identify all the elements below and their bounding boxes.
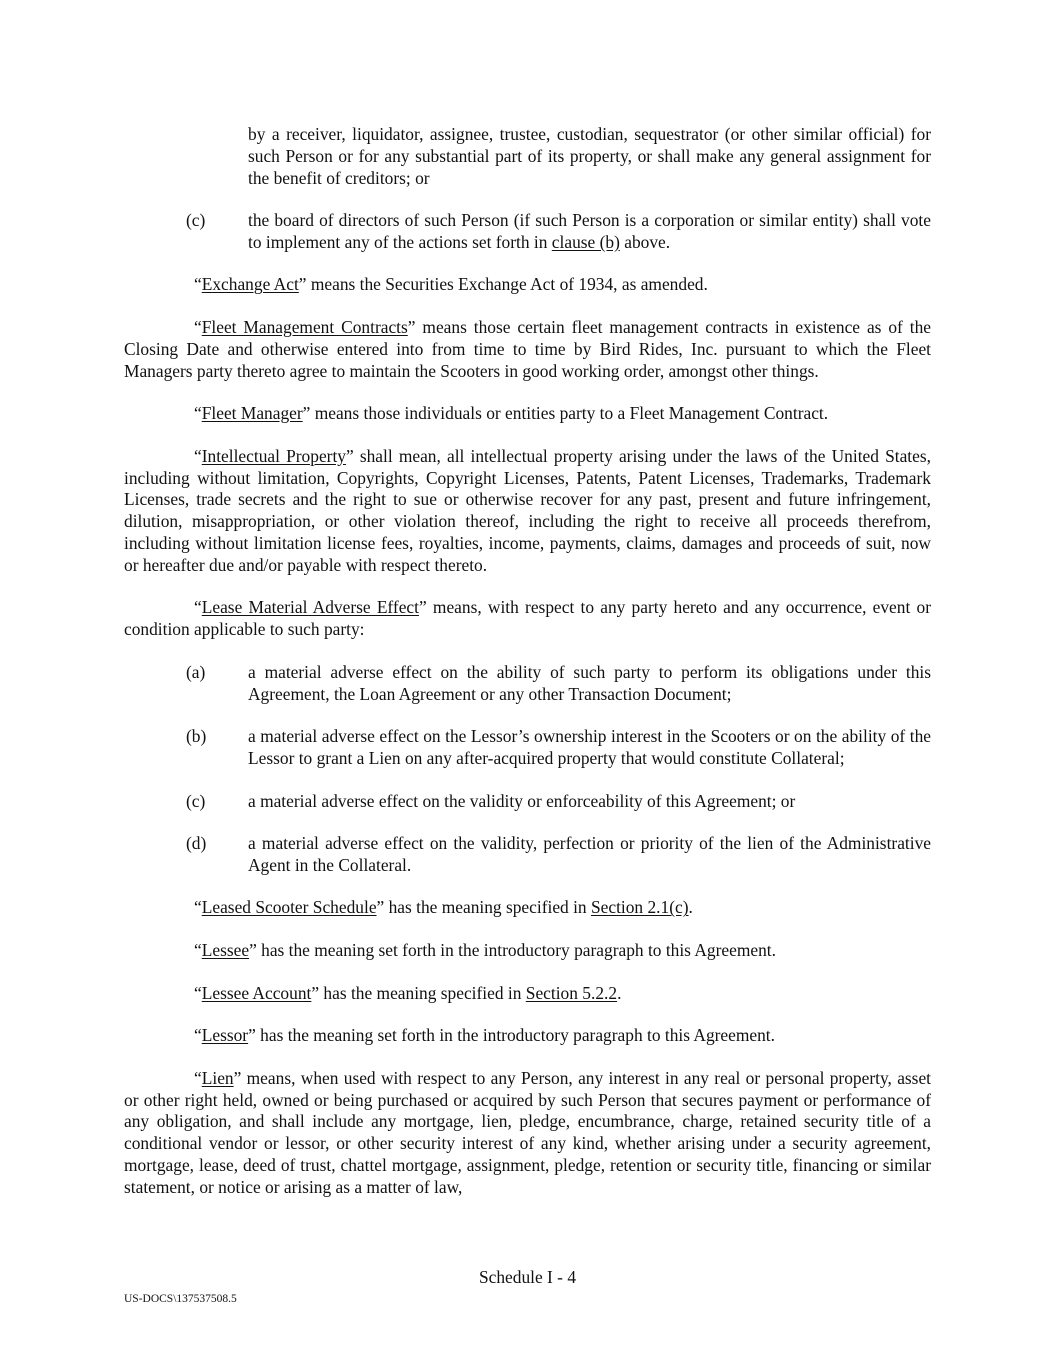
clause-b-ref: clause (b) xyxy=(551,231,620,252)
def-lease-mae: “Lease Material Adverse Effect” means, with respect to any party hereto and any occurrence, event or condition applicable to such party: xyxy=(124,597,931,640)
def-leased-scooter-schedule: “Leased Scooter Schedule” has the meaning specified in Section 2.1(c). xyxy=(194,897,693,918)
mae-item-b xyxy=(124,726,931,770)
def-lessor: “Lessor” has the meaning set forth in the introductory paragraph to this Agreement. xyxy=(194,1025,775,1046)
document-id: US-DOCS\137537508.5 xyxy=(124,1293,237,1305)
mae-item-label: (c) xyxy=(186,790,206,811)
page-footer-label: Schedule I - 4 xyxy=(478,1267,577,1287)
mae-item-c xyxy=(124,791,931,813)
mae-item-label: (a) xyxy=(186,661,206,682)
term-leased-scooter-schedule: Leased Scooter Schedule xyxy=(201,897,377,918)
section-2-1-c-ref: Section 2.1(c) xyxy=(590,897,689,918)
term-lessor: Lessor xyxy=(201,1025,249,1046)
def-lessee: “Lessee” has the meaning set forth in the introductory paragraph to this Agreement. xyxy=(194,940,776,961)
mae-item-d xyxy=(124,833,931,877)
intro-continuation: by a receiver, liquidator, assignee, trustee, custodian, sequestrator (or other similar official) for such Person or for any substantial part of its property, or shall make any general assignment for the benefit of creditors; or xyxy=(248,124,931,188)
def-fleet-management-contracts: “Fleet Management Contracts” means those certain fleet management contracts in existence as of the Closing Date and otherwise entered into from time to time by Bird Rides, Inc. pursuant to which the Fleet Managers party thereto agree to maintain the Scooters in good working order, amongst other things. xyxy=(124,316,931,381)
mae-item-label: (b) xyxy=(186,726,207,747)
term-exchange-act: Exchange Act xyxy=(201,274,299,295)
clause-c xyxy=(124,210,931,254)
clause-c-label: (c) xyxy=(186,209,206,230)
def-fleet-manager: “Fleet Manager” means those individuals or entities party to a Fleet Management Contract. xyxy=(194,403,829,424)
term-fleet-manager: Fleet Manager xyxy=(201,403,303,424)
mae-item-text: a material adverse effect on the ability of such party to perform its obligations under this Agreement, the Loan Agreement or any other Transaction Document; xyxy=(248,661,931,704)
def-intellectual-property: “Intellectual Property” shall mean, all intellectual property arising under the laws of the United States, including without limitation, Copyrights, Copyright Licenses, Patents, Patent Licenses, Trademarks, Trademark Licenses, trade secrets and the right to sue or otherwise recover for any past, present and future infringement, dilution, misappropriation, or other violation thereof, including the right to receive all proceeds therefrom, including without limitation license fees, royalties, income, payments, claims, damages and proceeds of suit, now or hereafter due and/or payable with respect thereto. xyxy=(124,445,931,575)
def-exchange-act: “Exchange Act” means the Securities Exchange Act of 1934, as amended. xyxy=(194,274,708,295)
def-lessee-account: “Lessee Account” has the meaning specified in Section 5.2.2. xyxy=(194,982,622,1003)
mae-item-text: a material adverse effect on the Lessor’s ownership interest in the Scooters or on the ability of the Lessor to grant a Lien on any after-acquired property that would constitute Collateral; xyxy=(248,726,931,768)
mae-item-a xyxy=(124,662,931,706)
mae-item-text: a material adverse effect on the validity or enforceability of this Agreement; or xyxy=(248,790,796,811)
term-lessee: Lessee xyxy=(201,940,250,961)
term-fleet-management-contracts: Fleet Management Contracts xyxy=(201,316,408,337)
term-lien: Lien xyxy=(201,1067,234,1088)
def-lien: “Lien” means, when used with respect to any Person, any interest in any real or personal property, asset or other right held, owned or being purchased or acquired by such Person that secures payment or performance of any obligation, and shall include any mortgage, lien, pledge, encumbrance, charge, retained security title of a conditional vendor or lessor, or other security interest of any kind, whether arising under a security agreement, mortgage, lease, deed of trust, chattel mortgage, assignment, pledge, retention or security title, financing or similar statement, or notice or arising as a matter of law, xyxy=(124,1067,931,1197)
term-lessee-account: Lessee Account xyxy=(201,982,312,1003)
clause-c-text: the board of directors of such Person (if such Person is a corporation or similar entity) shall vote to implement any of the actions set forth in clause (b) above. xyxy=(248,209,931,252)
mae-item-label: (d) xyxy=(186,833,207,854)
term-lease-mae: Lease Material Adverse Effect xyxy=(201,597,419,618)
section-5-2-2-ref: Section 5.2.2 xyxy=(525,982,618,1003)
document-page xyxy=(124,124,931,1219)
term-intellectual-property: Intellectual Property xyxy=(201,445,346,466)
mae-item-text: a material adverse effect on the validity, perfection or priority of the lien of the Administrative Agent in the Collateral. xyxy=(248,833,931,875)
